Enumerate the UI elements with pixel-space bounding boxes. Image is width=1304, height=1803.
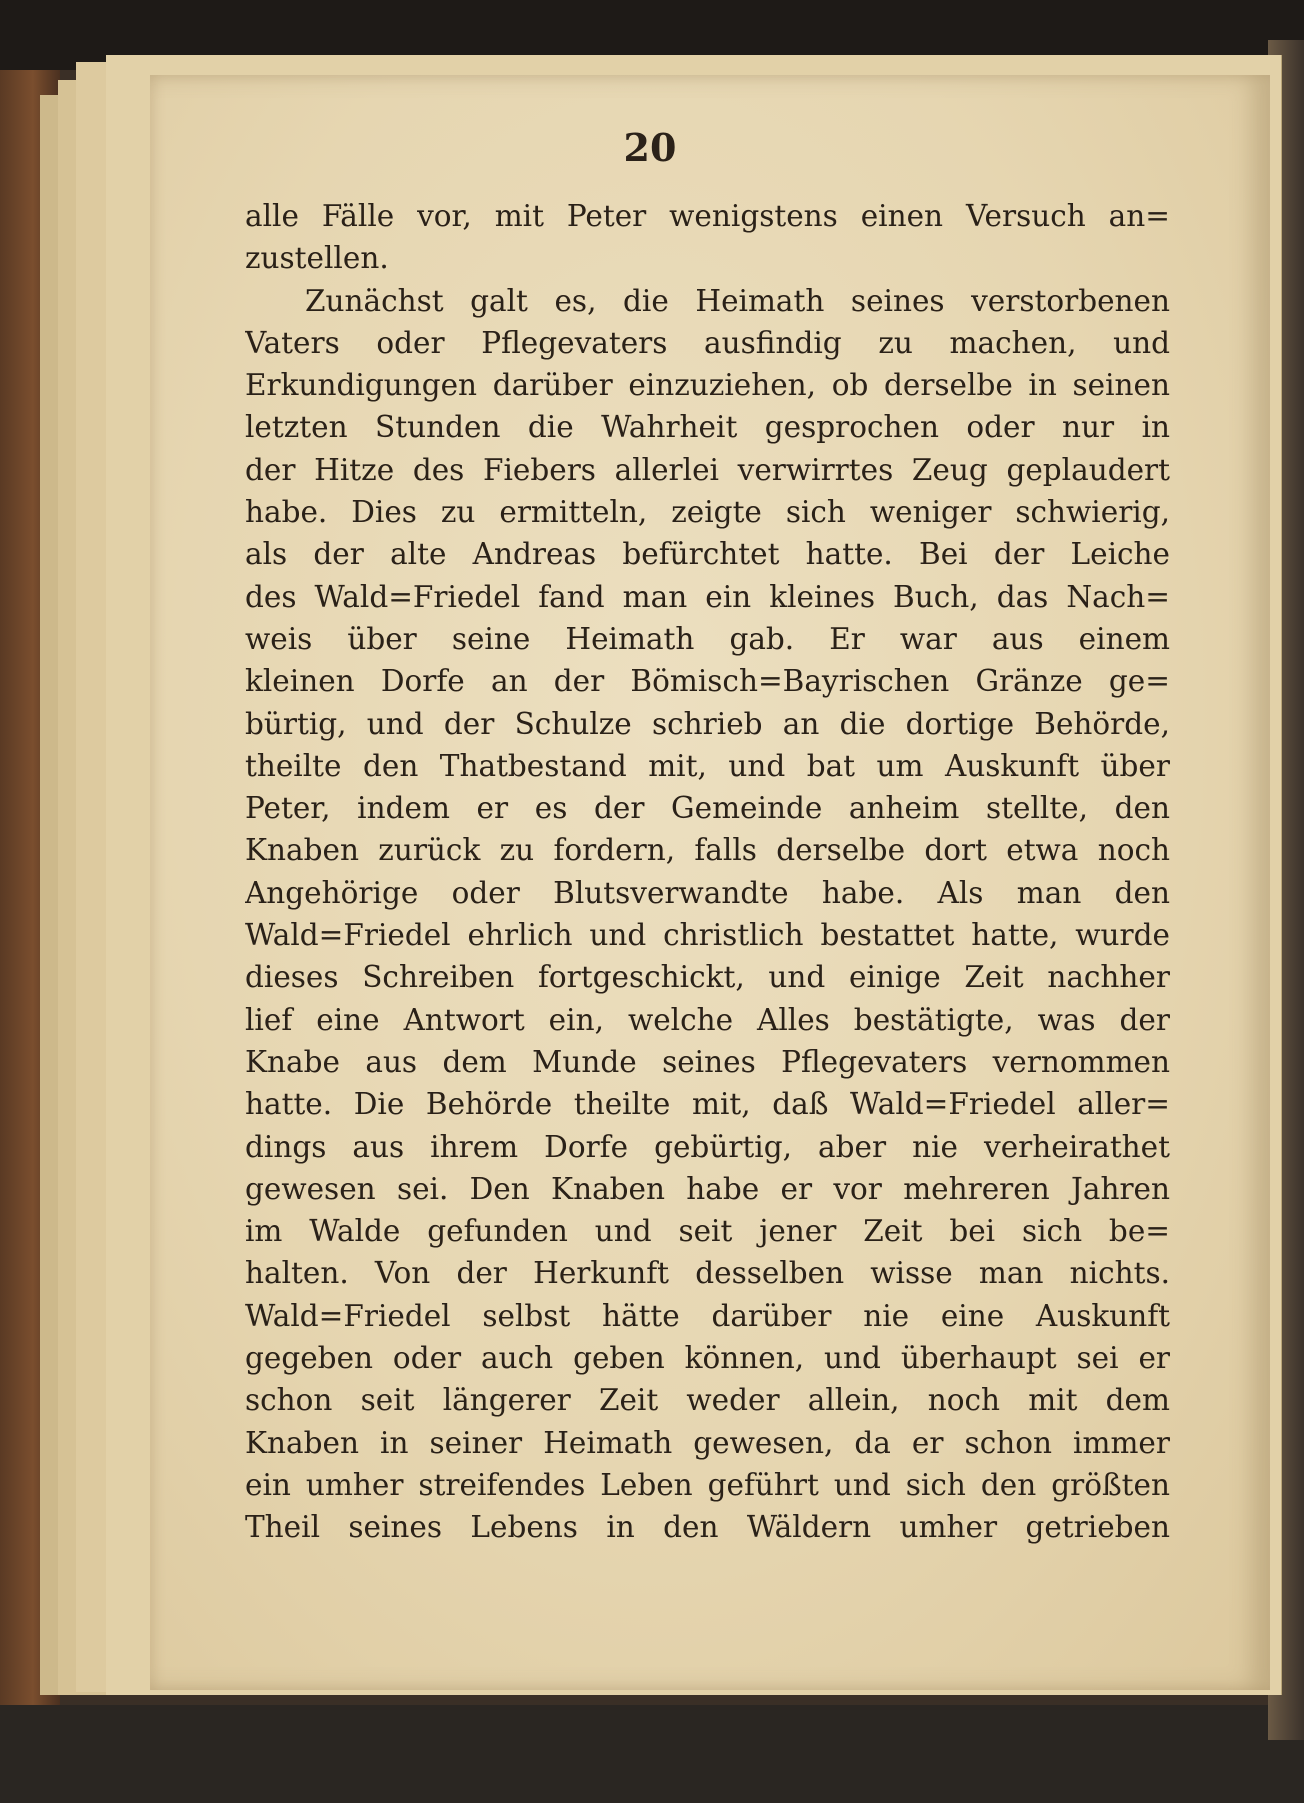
text-line: gegeben oder auch geben können, und überhaupt sei er [245,1341,1170,1376]
text-line: theilte den Thatbestand mit, und bat um Auskunft über [245,748,1170,783]
text-line: des Wald=Friedel fand man ein kleines Buch, das Nach= [245,579,1170,614]
text-line: letzten Stunden die Wahrheit gesprochen oder nur in [245,410,1170,445]
text-line: Angehörige oder Blutsverwandte habe. Als man den [245,875,1170,910]
text-line: Wald=Friedel ehrlich und christlich bestattet hatte, wurde [245,918,1170,953]
text-line: Zunächst galt es, die Heimath seines verstorbenen [305,283,1170,318]
text-line: halten. Von der Herkunft desselben wisse man nichts. [245,1256,1170,1291]
text-line: ein umher streifendes Leben geführt und sich den größten [245,1467,1170,1502]
text-line: Theil seines Lebens in den Wäldern umher getrieben [245,1510,1170,1545]
text-line: gewesen sei. Den Knaben habe er vor mehreren Jahren [245,1171,1170,1206]
book-cover-bottom [0,1705,1304,1803]
text-line: als der alte Andreas befürchtet hatte. Bei der Leiche [245,537,1170,572]
text-line: bürtig, und der Schulze schrieb an die dortige Behörde, [245,706,1170,741]
book-page [150,75,1270,1690]
text-line: dieses Schreiben fortgeschickt, und einige Zeit nachher [245,960,1170,995]
text-line: kleinen Dorfe an der Bömisch=Bayrischen Gränze ge= [245,664,1170,699]
text-line: der Hitze des Fiebers allerlei verwirrtes Zeug geplaudert [245,452,1170,487]
text-line: zustellen. [245,241,389,276]
text-line: alle Fälle vor, mit Peter wenigstens einen Versuch an= [245,199,1170,233]
text-line: schon seit längerer Zeit weder allein, noch mit dem [245,1383,1170,1418]
text-line: Vaters oder Pflegevaters ausfindig zu machen, und [245,325,1170,360]
text-line: lief eine Antwort ein, welche Alles bestätigte, was der [245,1002,1170,1037]
text-line: Knaben zurück zu fordern, falls derselbe dort etwa noch [245,833,1170,868]
text-line: Peter, indem er es der Gemeinde anheim stellte, den [245,791,1170,826]
text-line: Wald=Friedel selbst hätte darüber nie eine Auskunft [245,1298,1170,1333]
text-line: Knaben in seiner Heimath gewesen, da er schon immer [245,1425,1170,1460]
text-line: im Walde gefunden und seit jener Zeit bei sich be= [245,1214,1170,1249]
text-line: Knabe aus dem Munde seines Pflegevaters vernommen [245,1044,1170,1079]
text-line: dings aus ihrem Dorfe gebürtig, aber nie verheirathet [245,1129,1170,1164]
text-line: hatte. Die Behörde theilte mit, daß Wald=Friedel aller= [245,1087,1170,1122]
text-line: Erkundigungen darüber einzuziehen, ob derselbe in seinen [245,368,1170,403]
page-number: 20 [623,125,677,170]
text-line: habe. Dies zu ermitteln, zeigte sich weniger schwierig, [245,495,1170,530]
text-line: weis über seine Heimath gab. Er war aus einem [245,621,1170,656]
page-text [245,195,1170,1549]
